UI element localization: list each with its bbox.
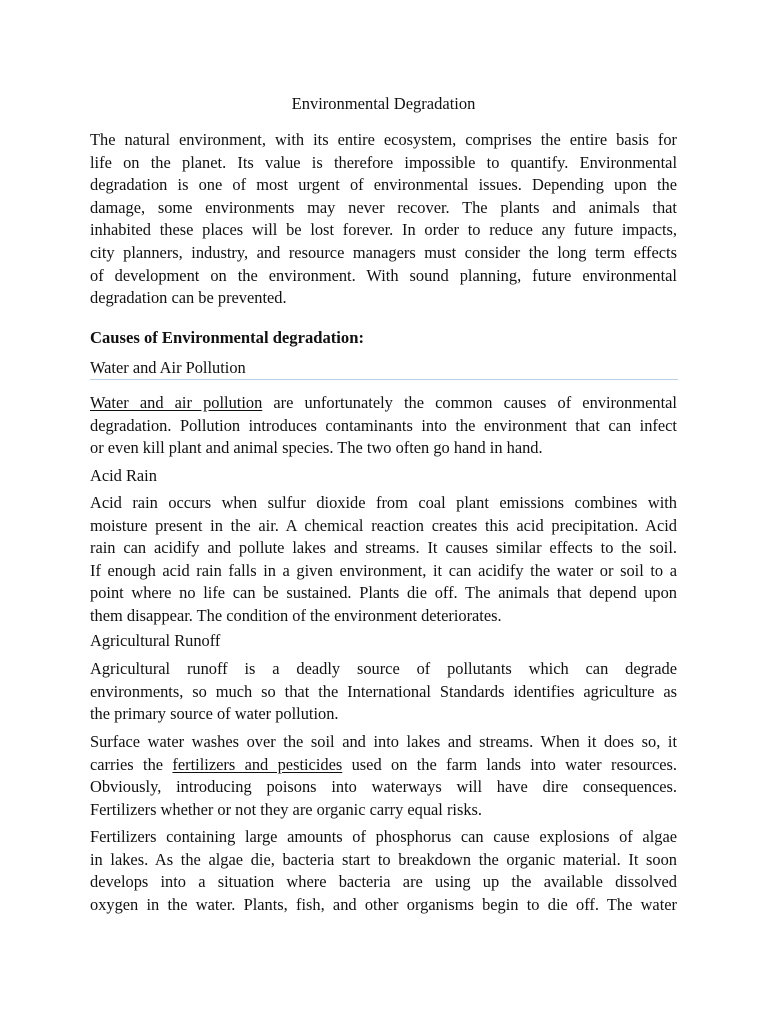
text-line: Fertilizers containing large amounts of phosphorus can cause explosions of algae: [90, 827, 677, 846]
text-line: inhabited these places will be lost forever. In order to reduce any future impacts,: [90, 220, 677, 240]
text-line: [90, 754, 677, 777]
text-line: Fertilizers whether or not they are organic carry equal risks.: [90, 799, 483, 819]
text-line: The natural environment, with its entire ecosystem, comprises the entire basis for: [90, 130, 677, 149]
water-air-pollution-link[interactable]: Water and air pollution: [90, 393, 263, 412]
text-line: rain can acidify and pollute lakes and streams. It causes similar effects to the soil.: [90, 538, 677, 558]
text-line: degradation. Pollution introduces contaminants into the environment that can infect: [90, 415, 677, 435]
text-fragment: carries the: [90, 754, 173, 774]
heading-underline-rule: [90, 379, 678, 380]
text-line: them disappear. The condition of the environment deteriorates.: [90, 605, 502, 625]
text-line: in lakes. As the algae die, bacteria start to breakdown the organic material. It soon: [90, 849, 677, 869]
text-line: the primary source of water pollution.: [90, 704, 339, 724]
acid-rain-heading: Acid Rain: [90, 466, 157, 485]
intro-paragraph: [90, 129, 677, 332]
text-line: Acid rain occurs when sulfur dioxide from coal plant emissions combines with: [90, 493, 677, 512]
document-title: Environmental Degradation: [291, 94, 476, 113]
text-line: damage, some environments may never recover. The plants and animals that: [90, 197, 677, 217]
agricultural-runoff-paragraph-3: [90, 826, 677, 939]
text-line: of development on the environment. With sound planning, future environmental: [90, 265, 677, 285]
text-line: degradation is one of most urgent of environmental issues. Depending upon the: [90, 175, 677, 195]
agricultural-runoff-heading: Agricultural Runoff: [90, 631, 221, 650]
text-fragment: used on the farm lands into water resources.: [342, 754, 677, 774]
text-line: degradation can be prevented.: [90, 288, 287, 308]
text-line: environments, so much so that the International Standards identifies agriculture as: [90, 681, 677, 701]
text-line: develops into a situation where bacteria are using up the available dissolved: [90, 872, 677, 892]
text-line: Surface water washes over the soil and into lakes and streams. When it does so, it: [90, 732, 677, 751]
text-line: Obviously, introducing poisons into waterways will have dire consequences.: [90, 777, 677, 797]
fertilizers-pesticides-link[interactable]: fertilizers and pesticides: [172, 754, 343, 774]
water-air-paragraph: [90, 392, 677, 482]
text-line: point where no life can be sustained. Plants die off. The animals that depend upon: [90, 583, 677, 603]
text-line: life on the planet. Its value is therefore impossible to quantify. Environmental: [90, 152, 677, 172]
text-line: moisture present in the air. A chemical reaction creates this acid precipitation. Acid: [90, 515, 677, 535]
text-line: If enough acid rain falls in a given environment, it can acidify the water or soil to a: [90, 560, 677, 580]
causes-heading: Causes of Environmental degradation:: [90, 328, 364, 347]
text-line: Agricultural runoff is a deadly source of pollutants which can degrade: [90, 659, 677, 678]
text-line: or even kill plant and animal species. The two often go hand in hand.: [90, 438, 543, 458]
acid-rain-paragraph: [90, 492, 677, 650]
text-line: city planners, industry, and resource managers must consider the long term effects: [90, 242, 677, 262]
water-air-heading: Water and Air Pollution: [90, 358, 246, 377]
text-fragment: are unfortunately the common causes of environmental: [262, 393, 677, 412]
text-line: [90, 392, 677, 415]
text-line: oxygen in the water. Plants, fish, and other organisms begin to die off. The water: [90, 894, 677, 914]
